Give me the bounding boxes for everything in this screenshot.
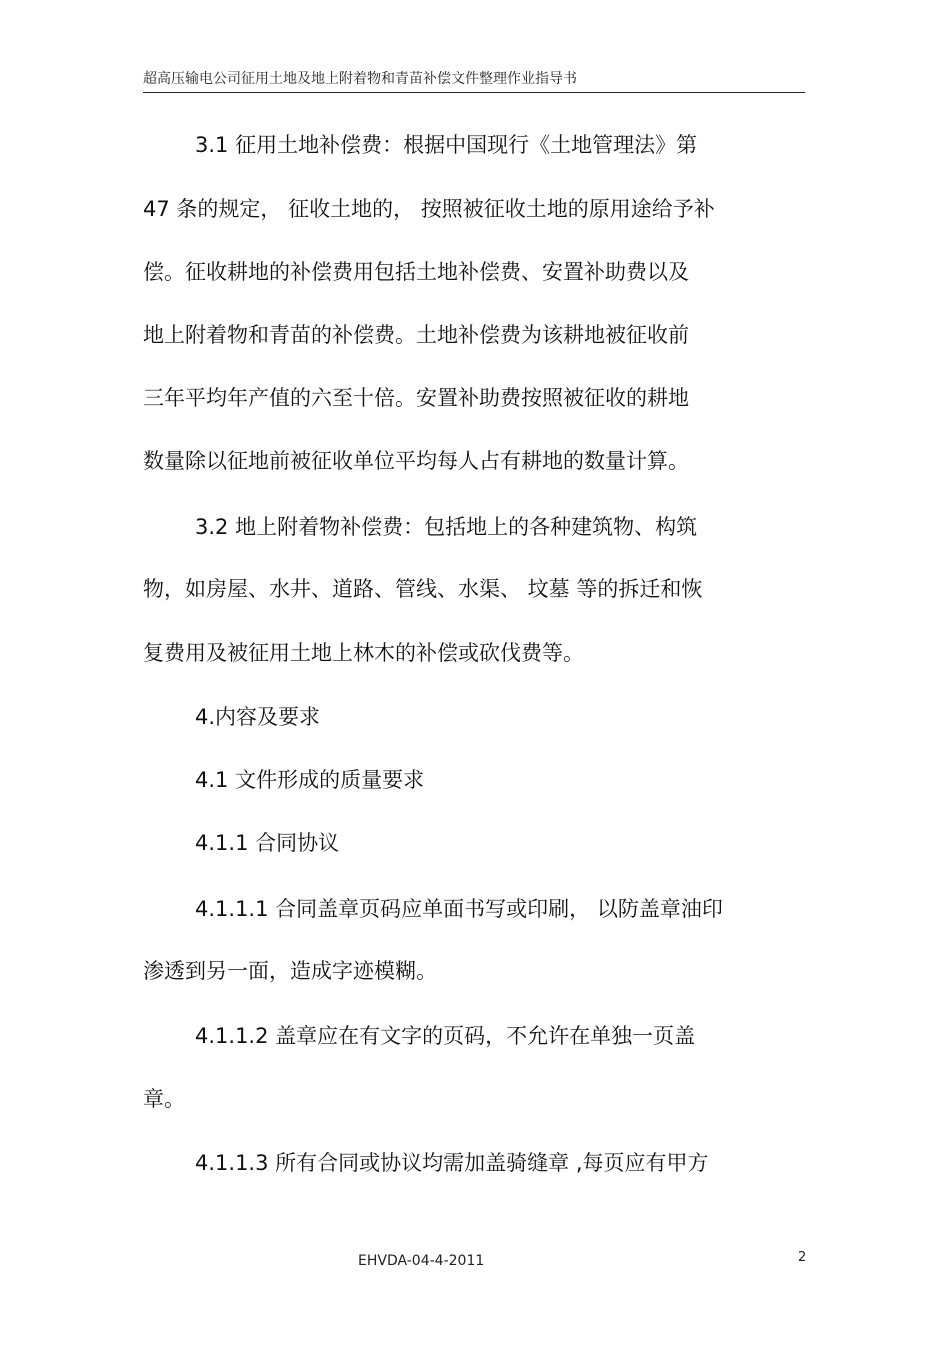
page-number: 2 (798, 1250, 807, 1265)
paragraph-line: 3.1 征用土地补偿费：根据中国现行《土地管理法》第 (195, 133, 698, 157)
footer-document-code: EHVDA-04-4-2011 (358, 1253, 485, 1269)
paragraph-line: 4.1.1.3 所有合同或协议均需加盖骑缝章 ,每页应有甲方 (195, 1151, 709, 1175)
paragraph-line: 渗透到另一面，造成字迹模糊。 (143, 959, 437, 983)
paragraph-line: 章。 (143, 1087, 185, 1111)
paragraph-line: 物，如房屋、水井、道路、管线、水渠、 坟墓 等的拆迁和恢 (143, 577, 703, 601)
paragraph-line: 复费用及被征用土地上林木的补偿或砍伐费等。 (143, 641, 584, 665)
paragraph-line: 3.2 地上附着物补偿费：包括地上的各种建筑物、构筑 (195, 515, 698, 539)
paragraph-line: 数量除以征地前被征收单位平均每人占有耕地的数量计算。 (143, 449, 689, 473)
paragraph-line: 47 条的规定， 征收土地的， 按照被征收土地的原用途给予补 (143, 197, 715, 221)
paragraph-line: 三年平均年产值的六至十倍。安置补助费按照被征收的耕地 (143, 386, 689, 410)
paragraph-line: 偿。征收耕地的补偿费用包括土地补偿费、安置补助费以及 (143, 260, 689, 284)
paragraph-line: 4.1.1.1 合同盖章页码应单面书写或印刷， 以防盖章油印 (195, 897, 723, 921)
paragraph-line: 地上附着物和青苗的补偿费。土地补偿费为该耕地被征收前 (143, 323, 689, 347)
section-heading: 4.1 文件形成的质量要求 (195, 768, 425, 792)
section-heading: 4.内容及要求 (195, 705, 321, 729)
paragraph-line: 4.1.1.2 盖章应在有文字的页码，不允许在单独一页盖 (195, 1024, 696, 1048)
header-title: 超高压输电公司征用土地及地上附着物和青苗补偿文件整理作业指导书 (143, 71, 577, 87)
section-heading: 4.1.1 合同协议 (195, 831, 340, 855)
